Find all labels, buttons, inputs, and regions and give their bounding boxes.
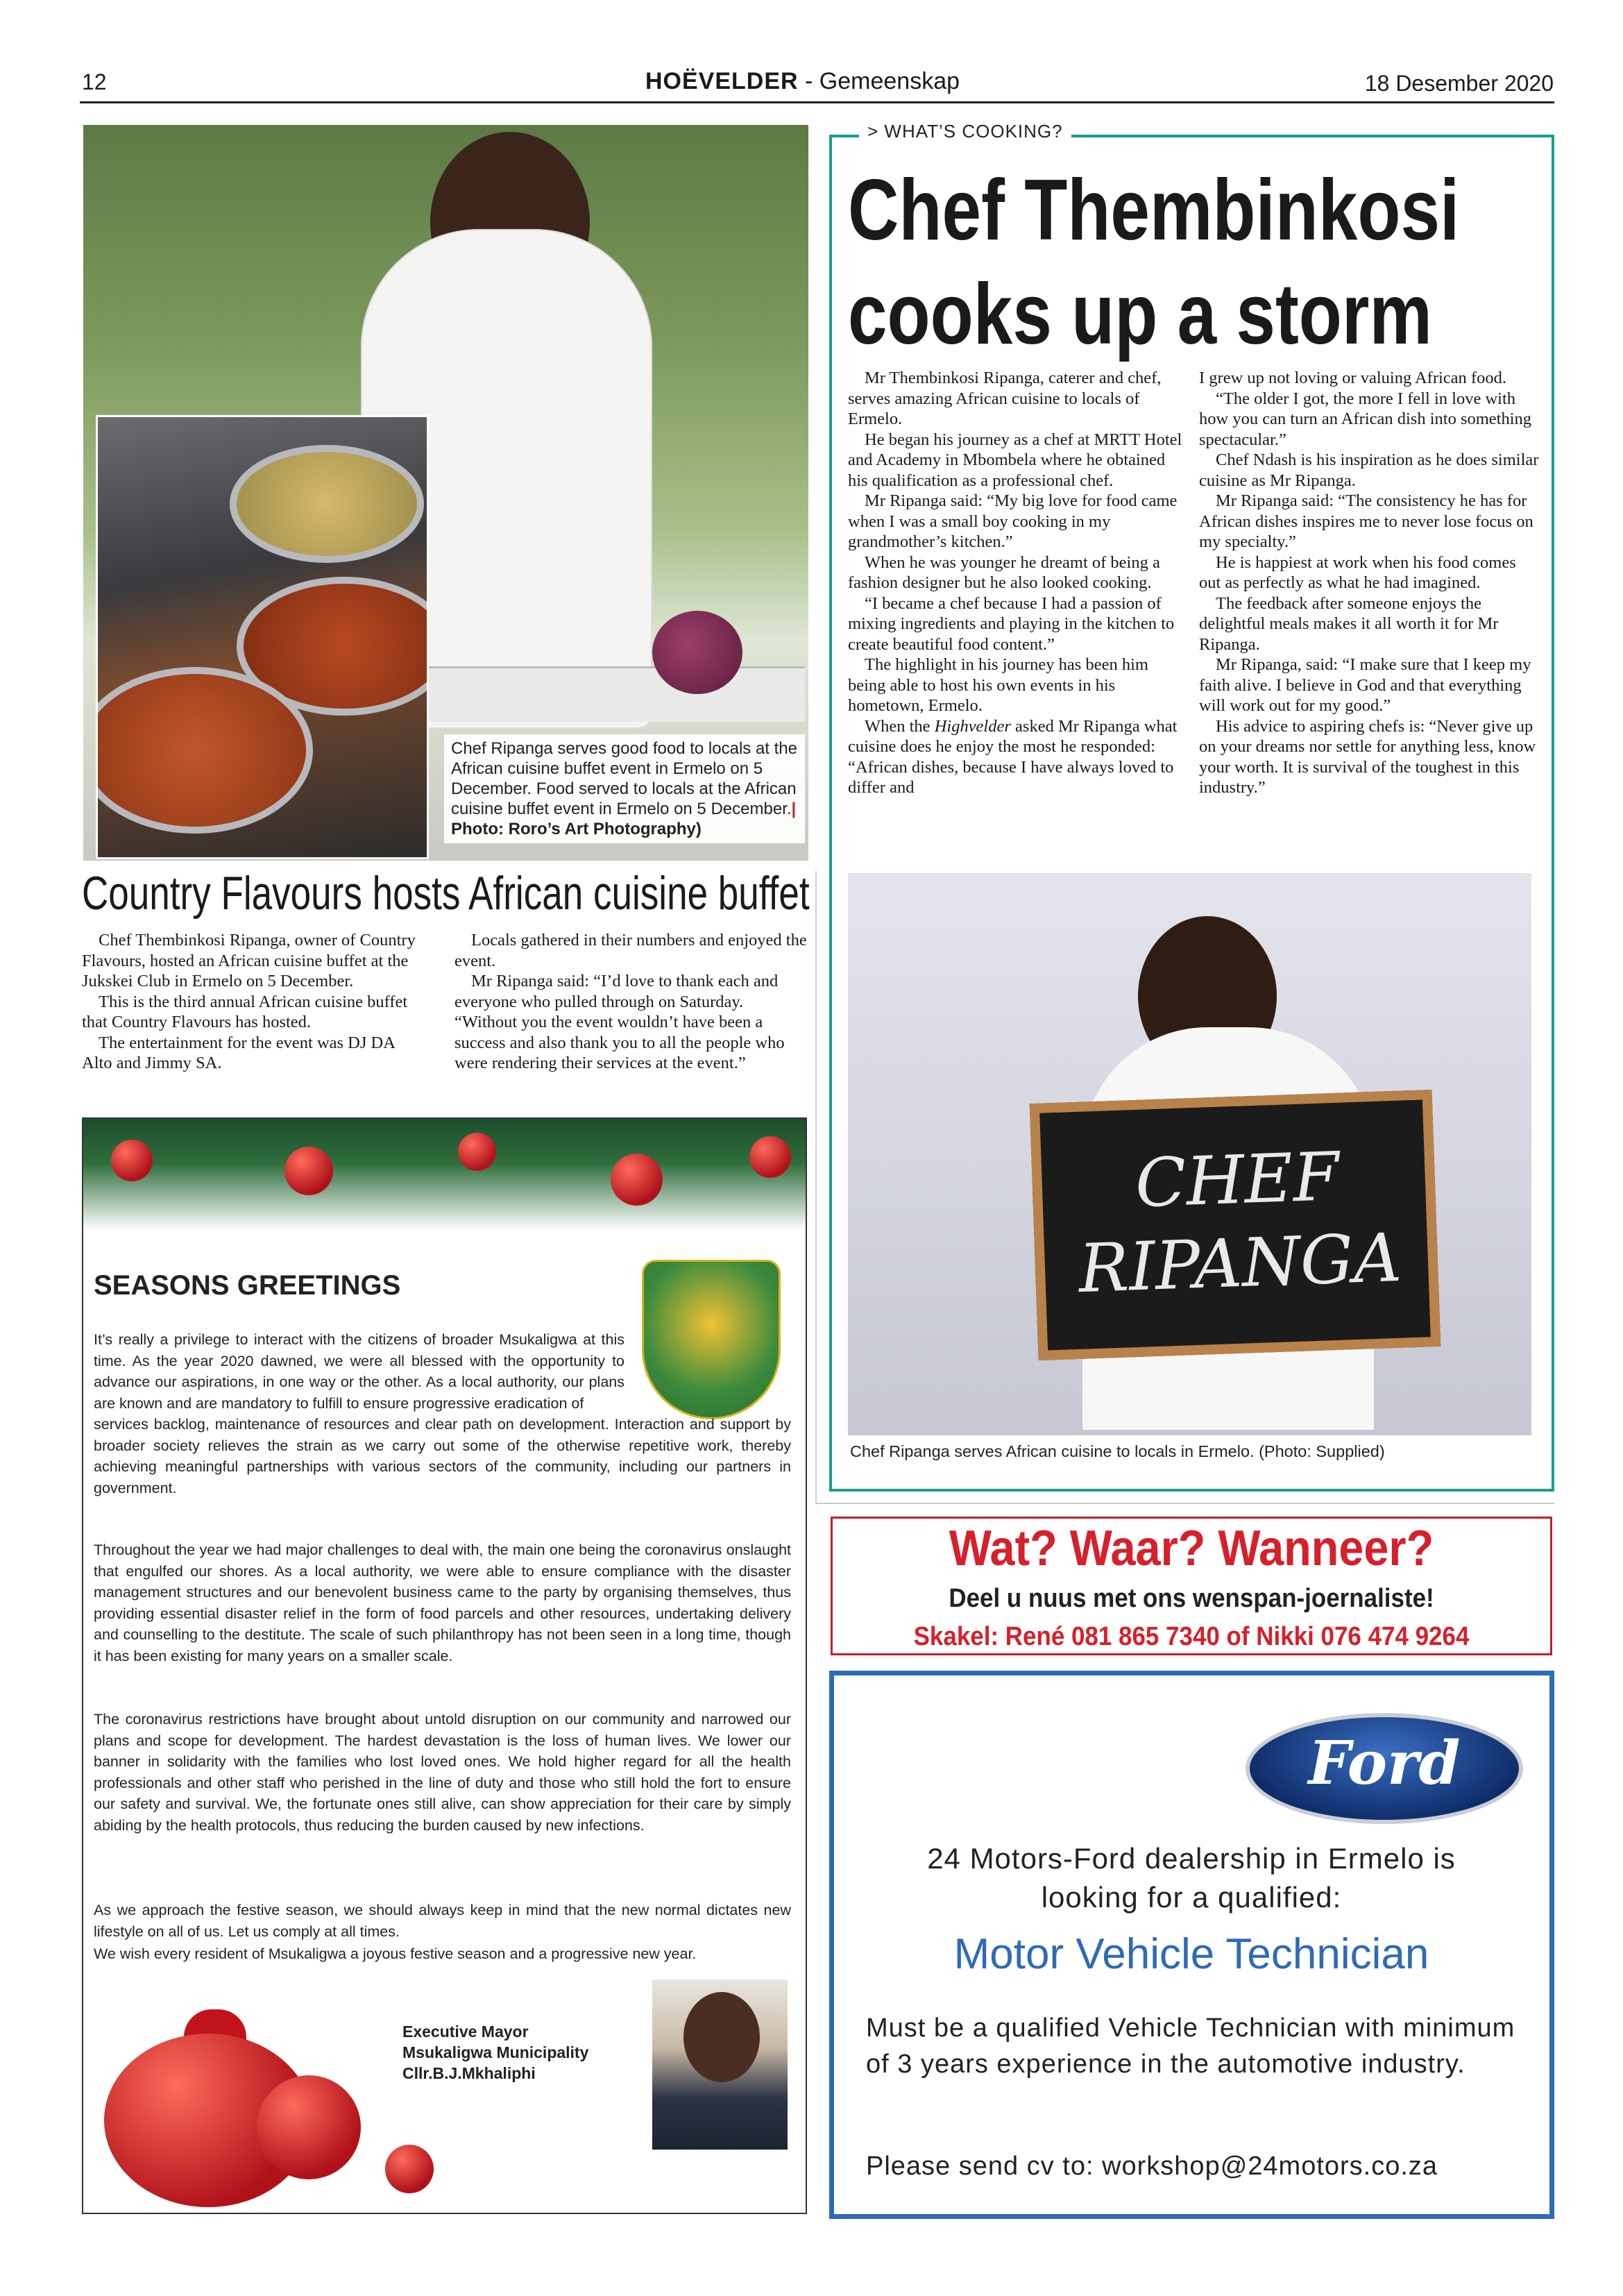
paragraph (848, 716, 1187, 798)
headline-line: cooks up a storm (848, 267, 1432, 362)
chef-photo-cabbage (652, 611, 742, 694)
paragraph: I grew up not loving or valuing African food. (1199, 369, 1506, 387)
paragraph: The entertainment for the event was DJ DA Alto and Jimmy SA. (82, 1033, 395, 1072)
paragraph: He is happiest at work when his food comes out as perfectly as what he had imagined. (1199, 552, 1516, 592)
paragraph: The highlight in his journey has been him being able to host his own events in his hometown, Ermelo. (848, 655, 1148, 715)
country-story-column-2 (454, 930, 808, 1074)
buffet-pan (230, 445, 424, 563)
country-story-headline: Country Flavours hosts African cuisine buffet (82, 867, 810, 920)
page-number: 12 (82, 69, 107, 94)
bauble-icon (749, 1136, 791, 1178)
paragraph: Mr Ripanga said: “My big love for food came when I was a small boy cooking in my grandmother’s kitchen.” (848, 491, 1178, 551)
greetings-text: It’s really a privilege to interact with the citizens of broader Msukaligwa at this time. As the year 2020 dawned, we were all blessed with the opportunity to advance our aspirations, in one way or the other. As a local authority, our plans are known and are mandatory to fulfill to ensure progressive eradication of (94, 1331, 624, 1412)
masthead (645, 68, 960, 95)
ford-ad-intro-line: 24 Motors-Ford dealership in Ermelo is (927, 1842, 1456, 1875)
cooking-story-column-2 (1199, 368, 1539, 798)
ford-ad-intro (831, 1839, 1552, 1917)
buffet-photo (96, 415, 429, 859)
signoff-line: Executive Mayor (402, 2023, 529, 2041)
column-divider (815, 871, 817, 1504)
text-run: asked Mr Ripanga what cuisine does he enjoy the most he responded: “African dishes, because I have always loved to differ and (848, 716, 1178, 797)
paragraph: Chef Ndash is his inspiration as he does similar cuisine as Mr Ripanga. (1199, 450, 1539, 490)
paragraph: This is the third annual African cuisine buffet that Country Flavours has hosted. (82, 992, 408, 1031)
chef-blackboard-caption: Chef Ripanga serves African cuisine to locals in Ermelo. (Photo: Supplied) (850, 1442, 1385, 1460)
ford-ad-job-title: Motor Vehicle Technician (953, 1930, 1429, 1978)
header-rule (80, 101, 1554, 103)
bauble-icon (611, 1154, 663, 1206)
issue-date: 18 Desember 2020 (1364, 71, 1554, 96)
ford-ad-contact: Please send cv to: workshop@24motors.co.za (866, 2152, 1438, 2181)
signoff-line: Msukaligwa Municipality (402, 2043, 589, 2061)
paragraph: Mr Thembinkosi Ripanga, caterer and chef, serves amazing African cuisine to locals of Ermelo. (848, 369, 1162, 428)
bauble-icon (458, 1133, 496, 1171)
ford-ad-intro-line: looking for a qualified: (1041, 1881, 1342, 1914)
greetings-paragraph-1 (94, 1329, 791, 1499)
chef-photo-caption (444, 734, 805, 843)
news-tip-subtitle: Deel u nuus met ons wenspan-joernaliste! (949, 1584, 1434, 1613)
mayor-signoff (402, 2021, 652, 2084)
publication-name: HOËVELDER (645, 68, 799, 94)
text-run: When the (865, 716, 935, 736)
greetings-title: SEASONS GREETINGS (94, 1270, 401, 1301)
paragraph: Chef Thembinkosi Ripanga, owner of Country Flavours, hosted an African cuisine buffet at the Jukskei Club in Ermelo on 5 December. (82, 931, 416, 990)
greetings-paragraph-2: Throughout the year we had major challenges to deal with, the main one being the coronavirus onslaught that engulfed our shores. As a local authority, we were able to ensure compliance with the disaster management structures and our benevolent business came to the party by organising themselves, thus providing essential disaster relief in the form of food parcels and other resources, undertaking delivery and counselling to the destitute. The scale of such philanthropy has not been seen in a long time, though it has been existing for many years on a smaller scale. (94, 1542, 791, 1664)
blackboard-lettering (1059, 1132, 1418, 1311)
paragraph: Mr Ripanga said: “I’d love to thank each and everyone who pulled through on Saturday. “Without you the event wouldn’t have been a success and also thank you to all the people who were rendering their services at the event.” (454, 972, 785, 1072)
paragraph: He began his journey as a chef at MRTT Hotel and Academy in Mbombela where he obtained his qualification as a professional chef. (848, 430, 1182, 490)
bauble-icon (284, 1147, 333, 1195)
christmas-garland-decoration (83, 1119, 806, 1230)
ford-ad-requirements: Must be a qualified Vehicle Technician with minimum of 3 years experience in the automotive industry. (866, 2014, 1515, 2079)
paragraph: Mr Ripanga said: “The consistency he has for African dishes inspires me to never lose focus on my specialty.” (1199, 491, 1533, 551)
bauble-icon (257, 2075, 361, 2179)
signoff-line: Cllr.B.J.Mkhaliphi (402, 2064, 536, 2082)
caption-separator: | (791, 800, 797, 818)
caption-text: Chef Ripanga serves good food to locals at the African cuisine buffet event in Ermelo on 5 December. Food served to locals at the African cuisine buffet event in Ermelo on 5 December. (451, 739, 797, 818)
story-kicker: > WHAT’S COOKING? (859, 121, 1071, 142)
photo-credit: Photo: Roro’s Art Photography) (451, 820, 702, 838)
headline-line: Chef Thembinkosi (848, 162, 1460, 258)
cooking-story-column-1 (848, 368, 1187, 798)
mayor-photo-face (683, 1992, 760, 2082)
bauble-icon (111, 1140, 153, 1181)
greetings-text: services backlog, maintenance of resources and clear path on development. Interaction and support by broader society relieves the strain as we carry out some of the otherwise repetitive work, thereby achieving meaningful partnerships with various sectors of the community, including our partners in government. (94, 1416, 791, 1496)
blackboard-line: CHEF (1134, 1137, 1341, 1223)
paragraph: Mr Ripanga, said: “I make sure that I keep my faith alive. I believe in God and that everything will work out for my good.” (1199, 655, 1531, 715)
greetings-paragraph-3: The coronavirus restrictions have brought about untold disruption on our community and narrowed our plans and scope for development. The hardest devastation is the loss of human lives. We lower our banner in solidarity with the families who lost loved ones. We hold higher regard for all the health professionals and other staff who perished in the line of duty and those who still hold the fort to ensure our safety and survival. We, the fortunate ones still alive, can show appreciation for their care by simply abiding by the health protocols, thus reducing the burden caused by new infections. (94, 1711, 791, 1834)
paragraph: When he was younger he dreamt of being a fashion designer but he also looked cooking. (848, 552, 1160, 592)
greetings-paragraph-4: As we approach the festive season, we should always keep in mind that the new normal dictates new lifestyle on all of us. Let us comply at all times. (94, 1902, 791, 1940)
section-name: - Gemeenskap (798, 68, 960, 94)
cooking-story-headline (848, 158, 1460, 366)
section-divider (815, 1503, 1554, 1504)
paragraph: The feedback after someone enjoys the delightful meals makes it all worth it for Mr Ripanga. (1199, 593, 1499, 654)
paragraph: “The older I got, the more I fell in love with how you can turn an African dish into something spectacular.” (1199, 389, 1532, 449)
paragraph: “I became a chef because I had a passion of mixing ingredients and playing in the kitchen to create beautiful food content.” (848, 593, 1175, 654)
news-tip-contact: Skakel: René 081 865 7340 of Nikki 076 474 9264 (913, 1622, 1470, 1651)
greetings-paragraph-5: We wish every resident of Msukaligwa a joyous festive season and a progressive new year. (94, 1945, 697, 1962)
ford-logo-text: Ford (1308, 1728, 1461, 1798)
paragraph: His advice to aspiring chefs is: “Never give up on your dreams nor settle for anything less, know your worth. It is survival of the toughest in this industry.” (1199, 716, 1536, 797)
bauble-icon (385, 2145, 434, 2193)
country-story-column-1 (82, 930, 422, 1074)
news-tip-title: Wat? Waar? Wanneer? (949, 1521, 1434, 1576)
blackboard-line: RIPANGA (1077, 1218, 1403, 1308)
paragraph: Locals gathered in their numbers and enjoyed the event. (454, 931, 807, 970)
publication-mention: Highvelder (934, 716, 1011, 736)
